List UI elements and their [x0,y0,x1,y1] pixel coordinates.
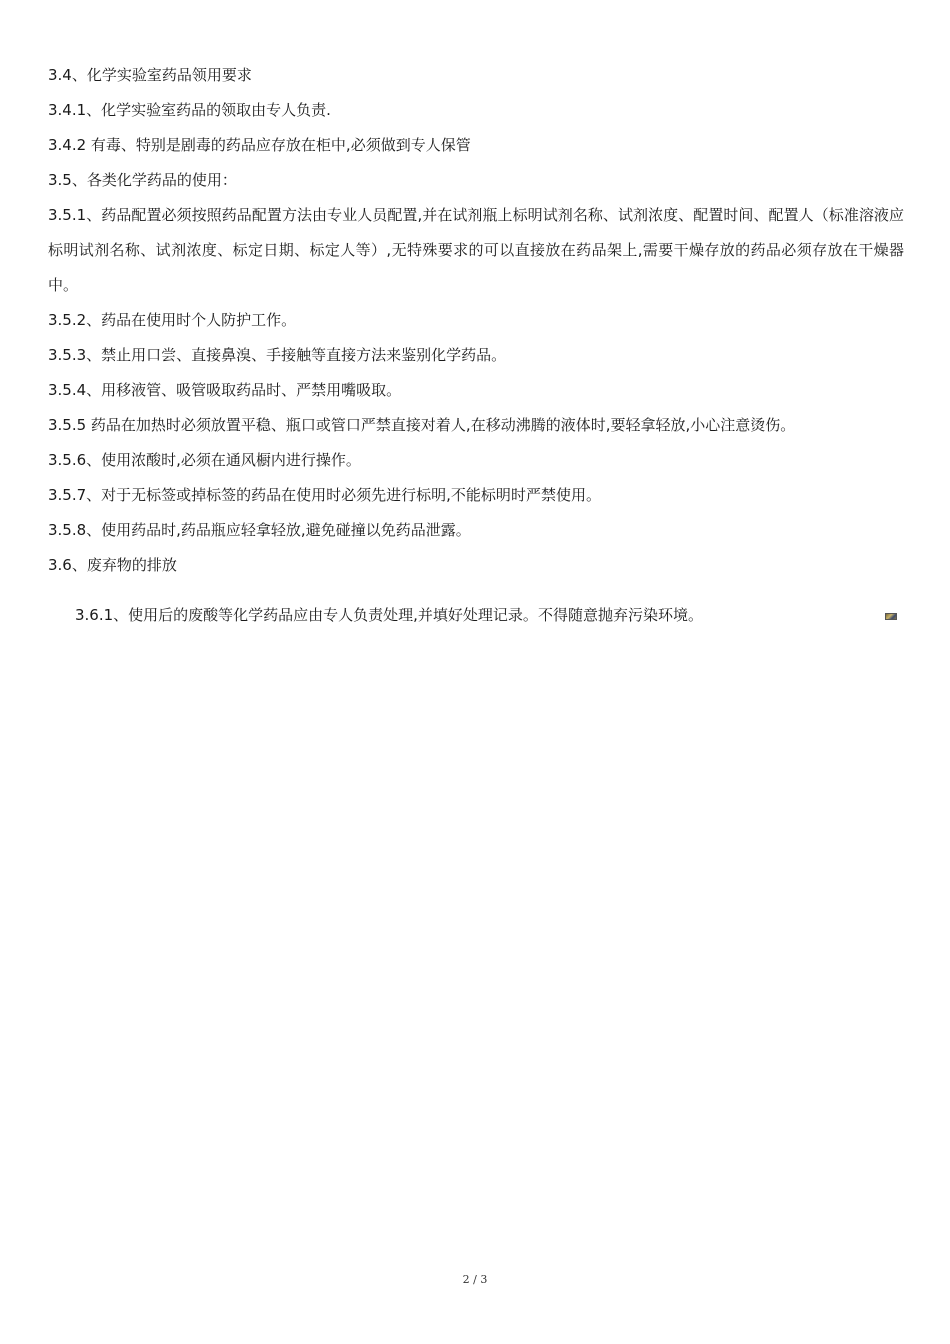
page-number: 2 / 3 [462,1273,488,1286]
item-3-6-1: 3.6.1、使用后的废酸等化学药品应由专人负责处理,并填好处理记录。不得随意抛弃污染环境。 [75,606,703,624]
item-3-5-4: 3.5.4、用移液管、吸管吸取药品时、严禁用嘴吸取。 [48,381,402,399]
item-3-5-7: 3.5.7、对于无标签或掉标签的药品在使用时必须先进行标明,不能标明时严禁使用。 [48,486,601,504]
heading-3-5: 3.5、各类化学药品的使用： [48,171,237,189]
item-3-5-8: 3.5.8、使用药品时,药品瓶应轻拿轻放,避免碰撞以免药品泄露。 [48,521,471,539]
item-3-5-2: 3.5.2、药品在使用时个人防护工作。 [48,311,297,329]
item-3-5-1: 3.5.1、药品配置必须按照药品配置方法由专业人员配置,并在试剂瓶上标明试剂名称、试剂浓度、配置时间、配置人（标准溶液应标明试剂名称、试剂浓度、标定日期、标定人等）,无特殊要求的可以直接放在药品架上,需要干燥存放的药品必须存放在干燥器中。 [48,206,904,294]
image-thumbnail [885,613,897,620]
item-3-4-1: 3.4.1、化学实验室药品的领取由专人负责. [48,101,331,119]
document-body [48,58,904,583]
heading-3-6: 3.6、废弃物的排放 [48,556,177,574]
item-3-5-6: 3.5.6、使用浓酸时,必须在通风橱内进行操作。 [48,451,361,469]
heading-3-4: 3.4、化学实验室药品领用要求 [48,66,252,84]
item-3-5-3: 3.5.3、禁止用口尝、直接鼻溴、手接触等直接方法来鉴别化学药品。 [48,346,507,364]
item-3-5-5: 3.5.5 药品在加热时必须放置平稳、瓶口或管口严禁直接对着人,在移动沸腾的液体时,要轻拿轻放,小心注意烫伤。 [48,416,796,434]
item-3-4-2: 3.4.2 有毒、特别是剧毒的药品应存放在柜中,必须做到专人保管 [48,136,471,154]
